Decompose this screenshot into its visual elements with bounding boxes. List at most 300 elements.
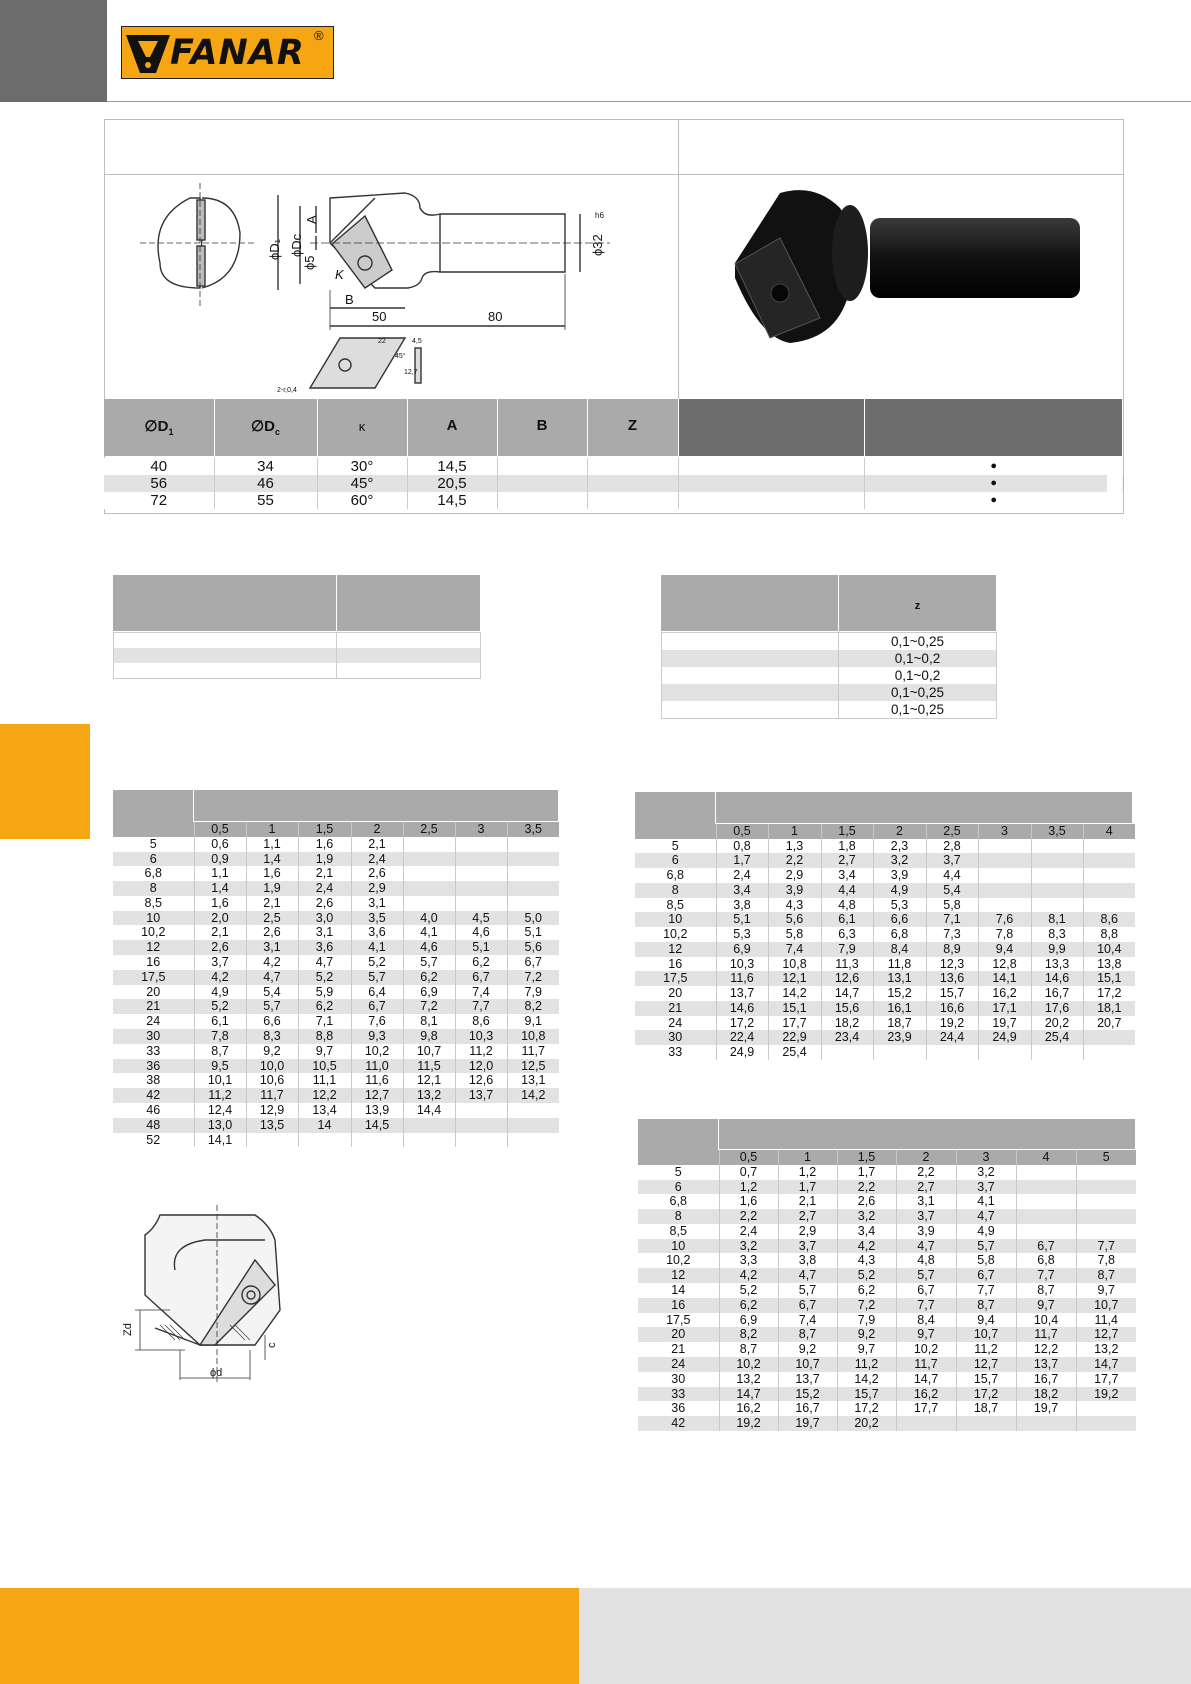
depth-cell: 6,4	[351, 985, 403, 1000]
depth-cell: 6,7	[778, 1298, 837, 1313]
depth-cell: 14,1	[194, 1133, 246, 1148]
depth-cell: 6,7	[956, 1268, 1016, 1283]
depth-cell: 13,7	[778, 1372, 837, 1387]
depth-cell: 5,0	[507, 911, 559, 926]
depth-cell: 14,6	[1031, 971, 1083, 986]
depth-cell: 11,0	[351, 1059, 403, 1074]
depth-cell: 8,7	[194, 1044, 246, 1059]
depth-cell: 10,6	[246, 1073, 298, 1088]
depth-cell: 11,2	[837, 1357, 896, 1372]
depth-cell: 3,4	[837, 1224, 896, 1239]
depth-cell: 2,0	[194, 911, 246, 926]
depth-cell: 7,7	[956, 1283, 1016, 1298]
depth-cell: 11,6	[716, 971, 768, 986]
depth-cell: 4,7	[246, 970, 298, 985]
depth-cell	[1083, 853, 1135, 868]
depth-cell: 23,4	[821, 1030, 873, 1045]
depth-cell: 13,1	[507, 1073, 559, 1088]
product-photo	[720, 178, 1100, 348]
table_45-row	[635, 1016, 1135, 1031]
depth-cell: 9,4	[956, 1313, 1016, 1328]
diameter-cell: 10	[635, 912, 716, 927]
depth-cell: 12,9	[246, 1103, 298, 1118]
table_30-row	[113, 985, 559, 1000]
table_60-row	[638, 1327, 1136, 1342]
table_30-row	[113, 925, 559, 940]
depth-cell: 4,9	[956, 1224, 1016, 1239]
table_45-row	[635, 971, 1135, 986]
depth-cell: 6,1	[194, 1014, 246, 1029]
diameter-cell: 52	[113, 1133, 194, 1148]
depth-cell: 2,1	[194, 925, 246, 940]
depth-cell	[298, 1133, 351, 1148]
depth-cell: 5,7	[403, 955, 455, 970]
depth-cell: 2,7	[778, 1209, 837, 1224]
depth-cell: 4,5	[455, 911, 507, 926]
label-phi-d: ϕd	[210, 1367, 223, 1379]
depth-cell: 7,8	[1076, 1253, 1136, 1268]
diameter-cell: 24	[638, 1357, 719, 1372]
depth-cell: 4,2	[719, 1268, 778, 1283]
depth-cell: 11,8	[873, 957, 926, 972]
depth-cell: 17,2	[1083, 986, 1135, 1001]
depth-cell	[978, 1045, 1031, 1060]
depth-cell: 10,2	[351, 1044, 403, 1059]
a-cell: 14,5	[407, 492, 497, 509]
product-box-vdivider	[678, 119, 679, 399]
depth-cell	[1031, 839, 1083, 854]
depth-cell: 1,7	[778, 1180, 837, 1195]
depth-cell: 3,7	[956, 1180, 1016, 1195]
depth-cell: 4,4	[821, 883, 873, 898]
fanar-logo	[121, 26, 334, 79]
depth-cell: 2,8	[926, 839, 978, 854]
depth-cell: 1,6	[194, 896, 246, 911]
table_45-row	[635, 1030, 1135, 1045]
blank-cell	[678, 475, 864, 492]
dim-dc: ϕDc	[289, 233, 304, 257]
ins-45: 45°	[395, 353, 406, 360]
table_45-col-header: 1,5	[821, 824, 873, 839]
table_60-row	[638, 1253, 1136, 1268]
diameter-cell: 33	[635, 1045, 716, 1060]
table_30-row	[113, 940, 559, 955]
depth-cell: 4,9	[194, 985, 246, 1000]
depth-cell: 6,6	[873, 912, 926, 927]
depth-cell: 6,9	[716, 942, 768, 957]
depth-cell: 19,2	[1076, 1387, 1136, 1402]
depth-cell	[926, 1045, 978, 1060]
depth-cell: 9,8	[403, 1029, 455, 1044]
depth-cell	[1076, 1180, 1136, 1195]
depth-cell: 11,1	[298, 1073, 351, 1088]
depth-cell: 14,7	[896, 1372, 956, 1387]
depth-cell: 3,2	[719, 1239, 778, 1254]
feed-label-cell	[662, 701, 839, 719]
depth-cell	[455, 837, 507, 852]
depth-cell	[978, 868, 1031, 883]
table_60-row	[638, 1268, 1136, 1283]
table_45-row	[635, 986, 1135, 1001]
depth-cell: 1,2	[778, 1165, 837, 1180]
depth-cell: 4,7	[956, 1209, 1016, 1224]
kappa-cell: 45°	[317, 475, 407, 492]
depth-cell: 13,5	[246, 1118, 298, 1133]
depth-cell: 13,3	[1031, 957, 1083, 972]
depth-cell: 7,8	[978, 927, 1031, 942]
depth-cell: 3,1	[896, 1194, 956, 1209]
depth-cell: 14,1	[978, 971, 1031, 986]
depth-cell: 9,7	[1076, 1283, 1136, 1298]
dim-a: A	[304, 215, 319, 224]
depth-cell	[1031, 868, 1083, 883]
t45-table	[635, 824, 1135, 1060]
dim-b: B	[345, 292, 354, 307]
depth-cell: 8,3	[246, 1029, 298, 1044]
depth-cell: 5,6	[768, 912, 821, 927]
depth-cell	[1083, 1030, 1135, 1045]
diameter-cell: 10,2	[113, 925, 194, 940]
header-z: Z	[627, 417, 638, 434]
depth-cell: 14,6	[716, 1001, 768, 1016]
depth-cell: 7,1	[298, 1014, 351, 1029]
depth-cell: 8,7	[778, 1327, 837, 1342]
table_30-col-header: 1,5	[298, 822, 351, 837]
footer-gray	[579, 1588, 1191, 1684]
feed-row	[662, 667, 997, 684]
table_30-row	[113, 1088, 559, 1103]
depth-cell: 6,1	[821, 912, 873, 927]
depth-cell: 7,9	[837, 1313, 896, 1328]
diameter-cell: 24	[635, 1016, 716, 1031]
depth-cell: 12,6	[821, 971, 873, 986]
depth-cell: 14,2	[507, 1088, 559, 1103]
depth-cell: 2,1	[351, 837, 403, 852]
depth-cell: 3,4	[821, 868, 873, 883]
depth-cell	[246, 1133, 298, 1148]
depth-cell: 13,7	[1016, 1357, 1076, 1372]
depth-cell: 2,5	[246, 911, 298, 926]
depth-cell	[1083, 839, 1135, 854]
depth-cell	[821, 1045, 873, 1060]
feed-value-cell: 0,1~0,25	[839, 633, 997, 651]
diameter-cell: 10,2	[635, 927, 716, 942]
depth-cell: 17,2	[716, 1016, 768, 1031]
depth-cell: 13,2	[403, 1088, 455, 1103]
depth-cell: 6,8	[873, 927, 926, 942]
depth-cell: 7,4	[455, 985, 507, 1000]
left-small-table	[113, 632, 481, 679]
depth-cell: 10,7	[1076, 1298, 1136, 1313]
depth-cell	[455, 1133, 507, 1148]
table_60-row	[638, 1165, 1136, 1180]
table_60-col-header: 1,5	[837, 1150, 896, 1165]
depth-cell: 0,9	[194, 852, 246, 867]
depth-cell: 9,2	[246, 1044, 298, 1059]
depth-cell: 9,7	[837, 1342, 896, 1357]
depth-cell: 7,7	[455, 999, 507, 1014]
depth-cell	[403, 852, 455, 867]
depth-cell: 1,4	[194, 881, 246, 896]
table_30-row	[113, 1044, 559, 1059]
diameter-cell: 30	[113, 1029, 194, 1044]
depth-cell: 5,3	[873, 898, 926, 913]
logo-registered: ®	[314, 28, 324, 43]
depth-cell: 2,6	[194, 940, 246, 955]
depth-cell: 17,2	[956, 1387, 1016, 1402]
feed-label-cell	[662, 667, 839, 684]
depth-cell: 2,1	[778, 1194, 837, 1209]
depth-cell	[1076, 1165, 1136, 1180]
depth-cell: 10,8	[507, 1029, 559, 1044]
table_30-row	[113, 911, 559, 926]
depth-cell: 14,2	[768, 986, 821, 1001]
depth-cell: 5,2	[351, 955, 403, 970]
depth-cell: 17,7	[1076, 1372, 1136, 1387]
header-kappa: κ	[358, 419, 366, 434]
depth-cell: 12,1	[768, 971, 821, 986]
depth-cell	[1076, 1416, 1136, 1431]
depth-cell: 2,9	[778, 1224, 837, 1239]
depth-cell: 3,6	[298, 940, 351, 955]
depth-cell: 8,2	[719, 1327, 778, 1342]
diameter-cell: 16	[638, 1298, 719, 1313]
depth-cell	[403, 896, 455, 911]
depth-cell: 6,2	[298, 999, 351, 1014]
depth-cell: 2,6	[298, 896, 351, 911]
depth-cell: 16,2	[978, 986, 1031, 1001]
diameter-cell: 46	[113, 1103, 194, 1118]
diameter-cell: 8,5	[638, 1224, 719, 1239]
b-cell	[497, 475, 587, 492]
depth-cell: 9,4	[978, 942, 1031, 957]
depth-cell: 18,7	[873, 1016, 926, 1031]
depth-cell: 3,2	[837, 1209, 896, 1224]
depth-cell: 18,2	[1016, 1387, 1076, 1402]
depth-cell	[507, 1103, 559, 1118]
table_45-col-header: 4	[1083, 824, 1135, 839]
diameter-cell: 12	[635, 942, 716, 957]
depth-cell: 5,3	[716, 927, 768, 942]
header-d1: $\emptyset D_1$	[144, 418, 174, 437]
depth-cell: 12,1	[403, 1073, 455, 1088]
diameter-cell: 20	[638, 1327, 719, 1342]
depth-cell: 2,2	[837, 1180, 896, 1195]
depth-cell: 16,7	[1016, 1372, 1076, 1387]
depth-cell: 10,2	[719, 1357, 778, 1372]
table_30-row	[113, 999, 559, 1014]
table_30-row	[113, 1029, 559, 1044]
depth-cell: 0,8	[716, 839, 768, 854]
depth-cell: 8,1	[403, 1014, 455, 1029]
table_60-row	[638, 1180, 1136, 1195]
dim-50: 50	[372, 309, 387, 324]
z-cell	[587, 492, 678, 509]
depth-cell: 18,7	[956, 1401, 1016, 1416]
depth-cell: 3,8	[716, 898, 768, 913]
depth-cell: 6,7	[507, 955, 559, 970]
table_45-col-header: 2,5	[926, 824, 978, 839]
depth-cell: 3,1	[246, 940, 298, 955]
depth-cell	[978, 839, 1031, 854]
depth-cell: 10,7	[403, 1044, 455, 1059]
depth-cell: 5,2	[719, 1283, 778, 1298]
depth-cell: 2,6	[246, 925, 298, 940]
depth-cell: 24,4	[926, 1030, 978, 1045]
depth-cell: 19,2	[926, 1016, 978, 1031]
t30-table	[113, 822, 559, 1147]
depth-cell: 6,6	[246, 1014, 298, 1029]
depth-cell: 11,6	[351, 1073, 403, 1088]
feed-label-cell	[662, 684, 839, 701]
table_30-row	[113, 837, 559, 852]
depth-cell: 2,4	[716, 868, 768, 883]
depth-cell: 17,7	[768, 1016, 821, 1031]
diameter-cell: 12	[638, 1268, 719, 1283]
depth-cell: 6,7	[896, 1283, 956, 1298]
table_30-row	[113, 970, 559, 985]
depth-cell: 10,3	[455, 1029, 507, 1044]
depth-cell: 25,4	[768, 1045, 821, 1060]
availability-dot: ●	[864, 458, 1123, 475]
depth-cell: 9,5	[194, 1059, 246, 1074]
table_45-row	[635, 883, 1135, 898]
depth-cell: 10,2	[896, 1342, 956, 1357]
z-cell	[587, 475, 678, 492]
diameter-cell: 14	[638, 1283, 719, 1298]
depth-cell: 25,4	[1031, 1030, 1083, 1045]
depth-cell: 5,1	[716, 912, 768, 927]
a-cell: 20,5	[407, 475, 497, 492]
depth-cell: 5,7	[956, 1239, 1016, 1254]
depth-cell: 12,7	[1076, 1327, 1136, 1342]
depth-cell: 2,4	[351, 852, 403, 867]
depth-cell: 9,3	[351, 1029, 403, 1044]
depth-cell: 4,7	[896, 1239, 956, 1254]
ins-127: 12,7	[404, 369, 418, 376]
feed-row	[662, 650, 997, 667]
depth-cell: 13,9	[351, 1103, 403, 1118]
depth-cell: 14	[298, 1118, 351, 1133]
diameter-cell: 12	[113, 940, 194, 955]
diameter-cell: 8	[113, 881, 194, 896]
depth-cell: 20,2	[837, 1416, 896, 1431]
diameter-cell: 6	[638, 1180, 719, 1195]
depth-cell: 10,7	[956, 1327, 1016, 1342]
depth-cell: 19,7	[978, 1016, 1031, 1031]
dim-shank: ϕ32	[590, 234, 605, 256]
t45-header-top	[716, 792, 1132, 823]
dc-cell: 34	[214, 458, 317, 475]
table_60-row	[638, 1283, 1136, 1298]
ins-22: 22	[378, 338, 386, 345]
feed-row	[662, 684, 997, 701]
feed-label-cell	[662, 650, 839, 667]
depth-cell: 14,7	[821, 986, 873, 1001]
hdr-sep	[864, 399, 865, 456]
depth-cell: 5,2	[298, 970, 351, 985]
depth-cell: 2,1	[246, 896, 298, 911]
depth-cell: 13,0	[194, 1118, 246, 1133]
depth-cell: 18,1	[1083, 1001, 1135, 1016]
table_45-col-header: 0,5	[716, 824, 768, 839]
depth-cell: 1,4	[246, 852, 298, 867]
depth-cell	[956, 1416, 1016, 1431]
table_45-row	[635, 839, 1135, 854]
ins-r: 2-r,0,4	[277, 387, 297, 394]
diameter-cell: 5	[635, 839, 716, 854]
depth-cell: 15,7	[837, 1387, 896, 1402]
diameter-cell: 30	[638, 1372, 719, 1387]
depth-cell: 5,8	[926, 898, 978, 913]
depth-cell: 3,0	[298, 911, 351, 926]
depth-cell: 10,4	[1083, 942, 1135, 957]
dim-kappa: K	[335, 267, 344, 282]
diameter-cell: 8	[638, 1209, 719, 1224]
table_30-row	[113, 896, 559, 911]
diameter-cell: 5	[638, 1165, 719, 1180]
depth-cell: 4,6	[403, 940, 455, 955]
depth-cell: 8,7	[1076, 1268, 1136, 1283]
diameter-cell: 16	[113, 955, 194, 970]
depth-cell: 6,2	[455, 955, 507, 970]
depth-cell: 11,2	[956, 1342, 1016, 1357]
depth-cell: 5,4	[926, 883, 978, 898]
depth-cell: 4,2	[837, 1239, 896, 1254]
depth-cell: 6,2	[719, 1298, 778, 1313]
feed-table	[661, 632, 997, 719]
table_45-row	[635, 942, 1135, 957]
table_60-row	[638, 1209, 1136, 1224]
blank-cell	[678, 492, 864, 509]
depth-cell: 12,7	[351, 1088, 403, 1103]
depth-cell: 12,6	[455, 1073, 507, 1088]
depth-cell: 7,9	[821, 942, 873, 957]
diameter-cell: 36	[638, 1401, 719, 1416]
depth-cell: 16,6	[926, 1001, 978, 1016]
depth-cell: 4,2	[246, 955, 298, 970]
depth-cell: 11,2	[455, 1044, 507, 1059]
main-table	[104, 458, 1123, 509]
table_30-row	[113, 866, 559, 881]
feed-z-header: z	[914, 600, 921, 612]
depth-cell: 8,6	[1083, 912, 1135, 927]
diameter-cell: 10	[638, 1239, 719, 1254]
depth-cell: 12,2	[298, 1088, 351, 1103]
depth-cell	[1031, 1045, 1083, 1060]
d1-cell: 40	[104, 458, 214, 475]
depth-cell: 18,2	[821, 1016, 873, 1031]
depth-cell: 4,4	[926, 868, 978, 883]
depth-cell: 7,7	[896, 1298, 956, 1313]
depth-cell: 6,2	[837, 1283, 896, 1298]
depth-cell: 24,9	[978, 1030, 1031, 1045]
diameter-cell: 48	[113, 1118, 194, 1133]
diameter-cell: 17,5	[638, 1313, 719, 1328]
diameter-cell: 17,5	[113, 970, 194, 985]
depth-cell: 5,2	[837, 1268, 896, 1283]
depth-cell	[455, 1103, 507, 1118]
diameter-cell: 21	[113, 999, 194, 1014]
header-rule	[107, 101, 1191, 102]
depth-cell: 13,1	[873, 971, 926, 986]
diameter-cell: 17,5	[635, 971, 716, 986]
kappa-cell: 30°	[317, 458, 407, 475]
depth-cell: 9,7	[298, 1044, 351, 1059]
table_30-col-header: 2	[351, 822, 403, 837]
feed-value-cell: 0,1~0,25	[839, 701, 997, 719]
depth-cell: 16,7	[1031, 986, 1083, 1001]
